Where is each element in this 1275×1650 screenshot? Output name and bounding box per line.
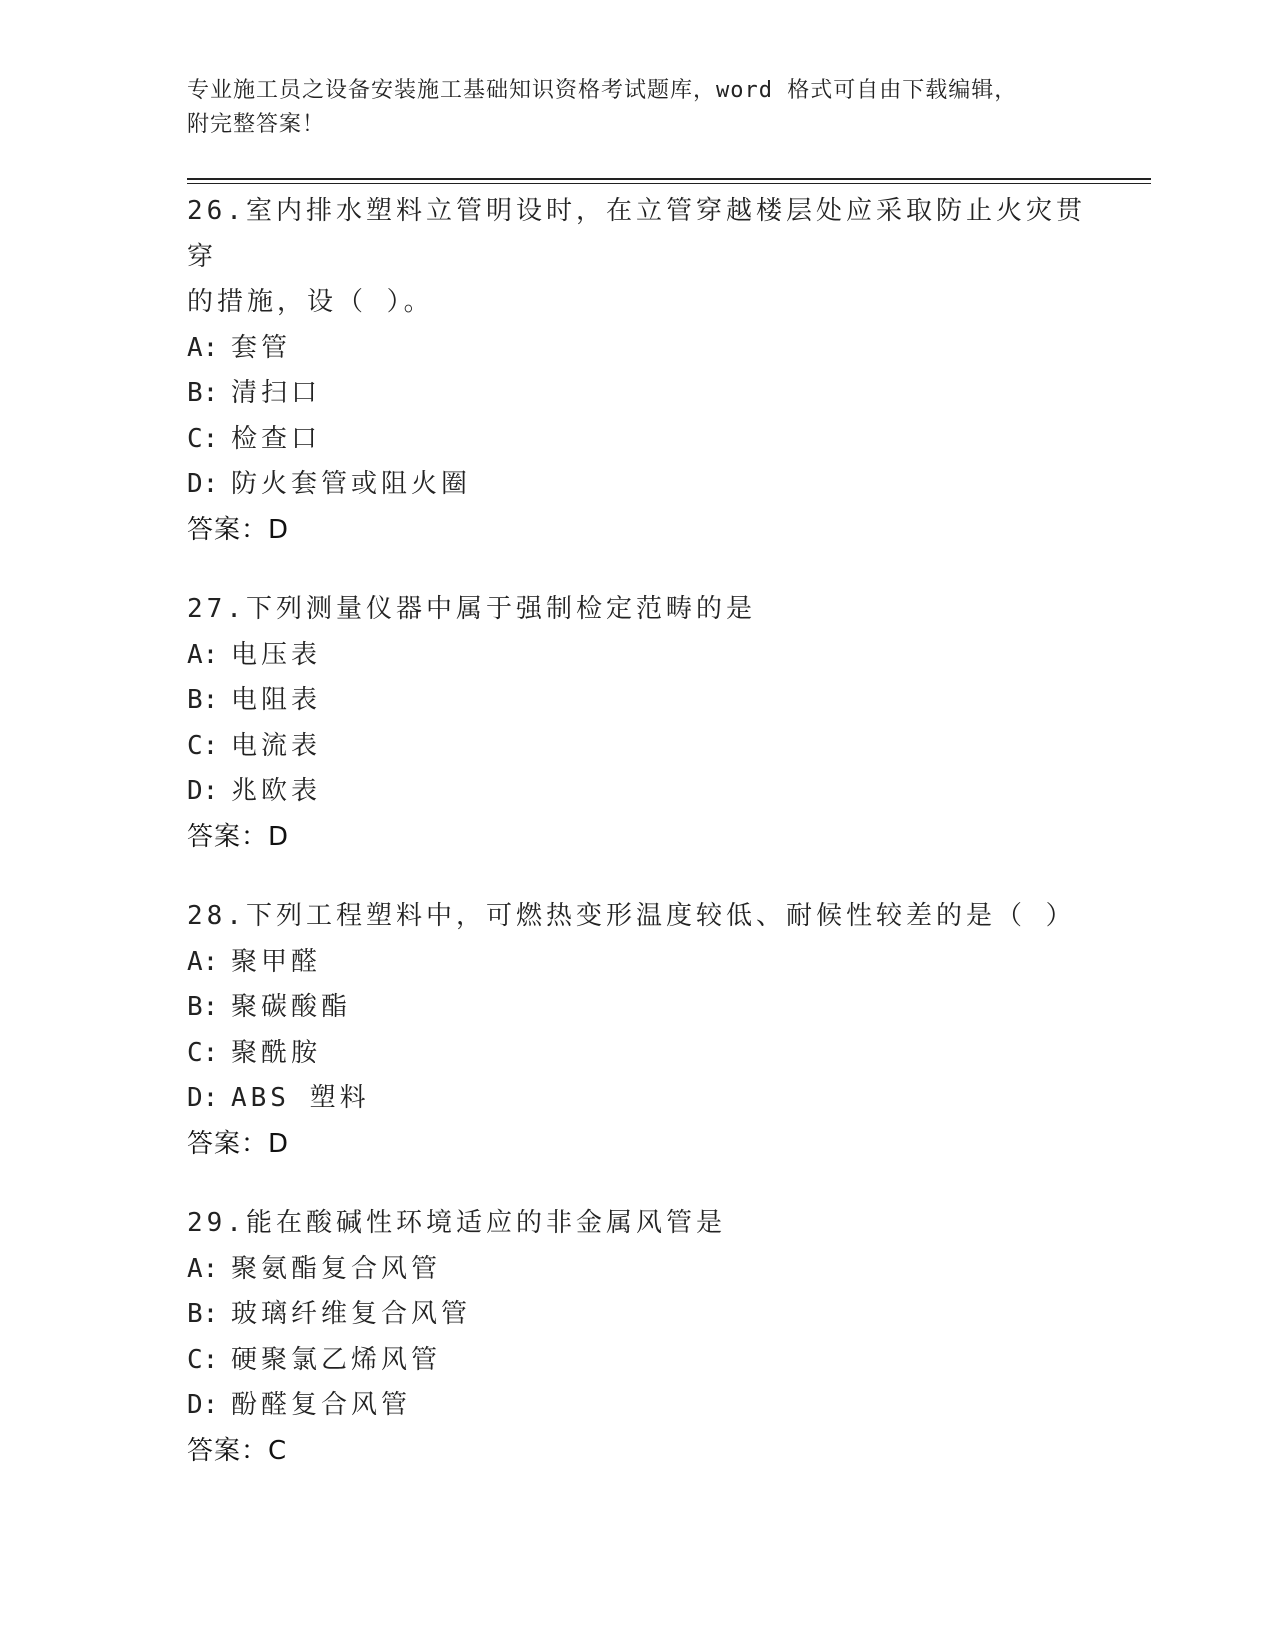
option-text: 兆欧表 [231,776,322,806]
option-letter: B: [187,992,219,1022]
option-text: 防火套管或阻火圈 [231,469,472,499]
option-letter: D: [187,469,219,499]
option-text: 电阻表 [231,685,322,715]
header-divider-thick [187,178,1151,180]
answer-line: 答案：D [187,1128,290,1159]
question-29 [187,1201,1087,1474]
answer-line: 答案：C [187,1435,288,1466]
option-b [187,371,1087,417]
option-c [187,1031,1087,1077]
option-letter: A: [187,639,219,670]
question-list [187,189,1087,1508]
option-letter: D: [187,776,219,806]
option-letter: A: [187,332,219,363]
option-text: 酚醛复合风管 [231,1390,412,1420]
option-text: 聚甲醛 [231,946,322,977]
question-stem: 28.下列工程塑料中，可燃热变形温度较低、耐候性较差的是（ ） [187,901,1076,931]
option-text: 聚碳酸酯 [231,992,352,1022]
question-stem: 29.能在酸碱性环境适应的非金属风管是 [187,1208,726,1238]
option-text: 硬聚氯乙烯风管 [231,1344,442,1375]
option-text: 聚酰胺 [231,1037,322,1068]
document-header [187,74,1087,142]
option-text: 检查口 [231,423,322,454]
option-text: ABS 塑料 [231,1083,370,1113]
option-letter: A: [187,1253,219,1284]
option-d [187,769,1087,815]
option-d [187,1383,1087,1429]
option-a [187,326,1087,372]
option-text: 电压表 [231,639,322,670]
option-text: 清扫口 [231,378,322,408]
option-letter: D: [187,1390,219,1420]
option-b [187,985,1087,1031]
option-letter: B: [187,1299,219,1329]
option-text: 聚氨酯复合风管 [231,1253,442,1284]
option-d [187,1076,1087,1122]
header-line-1: 专业施工员之设备安装施工基础知识资格考试题库，word 格式可自由下载编辑， [187,78,1018,103]
question-stem: 27.下列测量仪器中属于强制检定范畴的是 [187,594,756,624]
option-a [187,633,1087,679]
option-letter: B: [187,685,219,715]
option-letter: C: [187,1037,219,1068]
option-c [187,417,1087,463]
option-c [187,1338,1087,1384]
option-a [187,1247,1087,1293]
header-line-2: 附完整答案！ [187,112,326,137]
option-text: 套管 [231,332,292,363]
option-text: 玻璃纤维复合风管 [231,1299,472,1329]
answer-line: 答案：D [187,821,290,852]
option-b [187,678,1087,724]
option-d [187,462,1087,508]
question-27 [187,587,1087,860]
option-text: 电流表 [231,730,322,761]
question-stem: 26.室内排水塑料立管明设时，在立管穿越楼层处应采取防止火灾贯穿 [187,196,1086,272]
question-26 [187,189,1087,553]
option-letter: C: [187,423,219,454]
option-c [187,724,1087,770]
option-a [187,940,1087,986]
option-letter: B: [187,378,219,408]
answer-line: 答案：D [187,514,290,545]
option-letter: A: [187,946,219,977]
question-stem-continued: 的措施，设（ ）。 [187,287,434,317]
option-letter: C: [187,730,219,761]
option-b [187,1292,1087,1338]
header-divider-thin [187,183,1151,184]
option-letter: D: [187,1083,219,1113]
option-letter: C: [187,1344,219,1375]
question-28 [187,894,1087,1167]
